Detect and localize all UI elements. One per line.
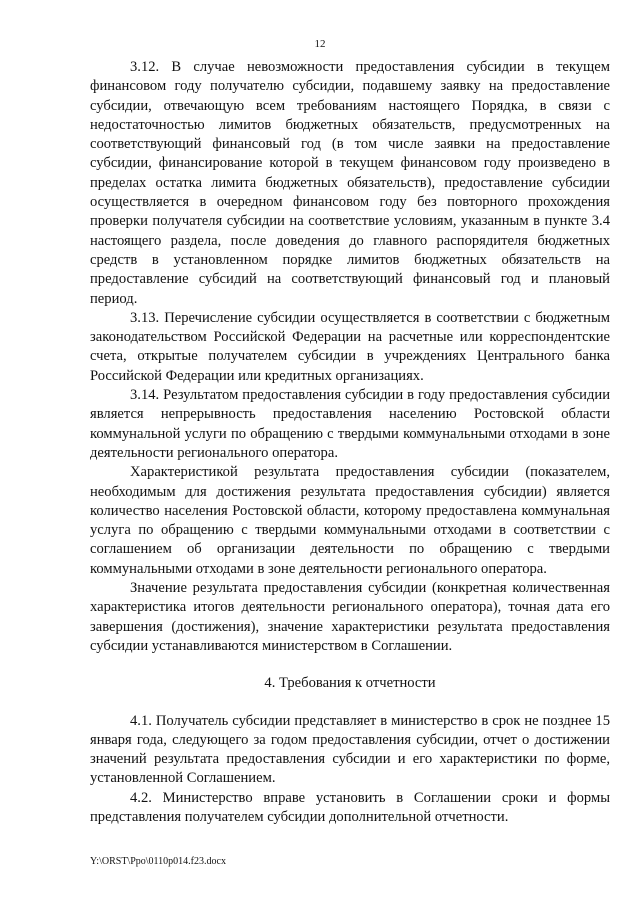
paragraph-result-value: Значение результата предоставления субсидии (конкретная количественная характеристика итогов деятельности регионального оператора), точная дата его завершения (достижения), значение характеристики результата предоставления субсидии устанавливаются министерством в Соглашении. <box>90 580 610 654</box>
paragraph-4-2: 4.2. Министерство вправе установить в Соглашении сроки и формы представления получателем субсидии дополнительной отчетности. <box>90 789 610 825</box>
paragraph-3-14: 3.14. Результатом предоставления субсидии в году предоставления субсидии является непрерывность предоставления населению Ростовской области коммунальной услуги по обращению с твердыми коммунальными отходами в зоне деятельности регионального оператора. <box>90 387 610 461</box>
paragraph-4-1: 4.1. Получатель субсидии представляет в министерство в срок не позднее 15 января года, следующего за годом предоставления субсидии, отчет о достижении значений результата предоставления субсидии и его характеристики по форме, установленной Соглашением. <box>90 712 610 787</box>
paragraph-result-characteristic: Характеристикой результата предоставления субсидии (показателем, необходимым для достижения результата предоставления субсидии) является количество населения Ростовской области, которому предоставлена коммунальная услуга по обращению с твердыми коммунальными отходами в соответствии с соглашением об организации деятельности по обращению с твердыми коммунальными отходами в зоне деятельности регионального оператора. <box>90 464 610 577</box>
paragraph-3-13: 3.13. Перечисление субсидии осуществляется в соответствии с бюджетным законодательством Российской Федерации на расчетные или корреспондентские счета, открытые получателем субсидии в учреждениях Центрального банка Российской Федерации или кредитных организациях. <box>90 309 610 384</box>
section-heading: 4. Требования к отчетности <box>264 675 436 692</box>
page-number: 12 <box>314 38 326 50</box>
paragraph-3-12: 3.12. В случае невозможности предоставления субсидии в текущем финансовом году получателю субсидии, подавшему заявку на предоставление субсидии, отвечающую всем требованиям настоящего Порядка, в связи с недостаточностью лимитов бюджетных обязательств, предусмотренных на соответствующий финансовый год (в том числе заявки на предоставление субсидии, финансирование которой в текущем финансовом году произведено в пределах остатка лимита бюджетных обязательств), предоставление субсидии осуществляется в очередном финансовом году без повторного прохождения проверки получателя субсидии на соответствие условиям, указанным в пункте 3.4 настоящего раздела, после доведения до главного распорядителя бюджетных средств в установленном порядке лимитов бюджетных обязательств на предоставление субсидий на соответствующий финансовый год и плановый период. <box>90 59 610 307</box>
footer-file-path: Y:\ORST\Ppo\0110p014.f23.docx <box>90 856 226 867</box>
document-body <box>90 58 610 827</box>
